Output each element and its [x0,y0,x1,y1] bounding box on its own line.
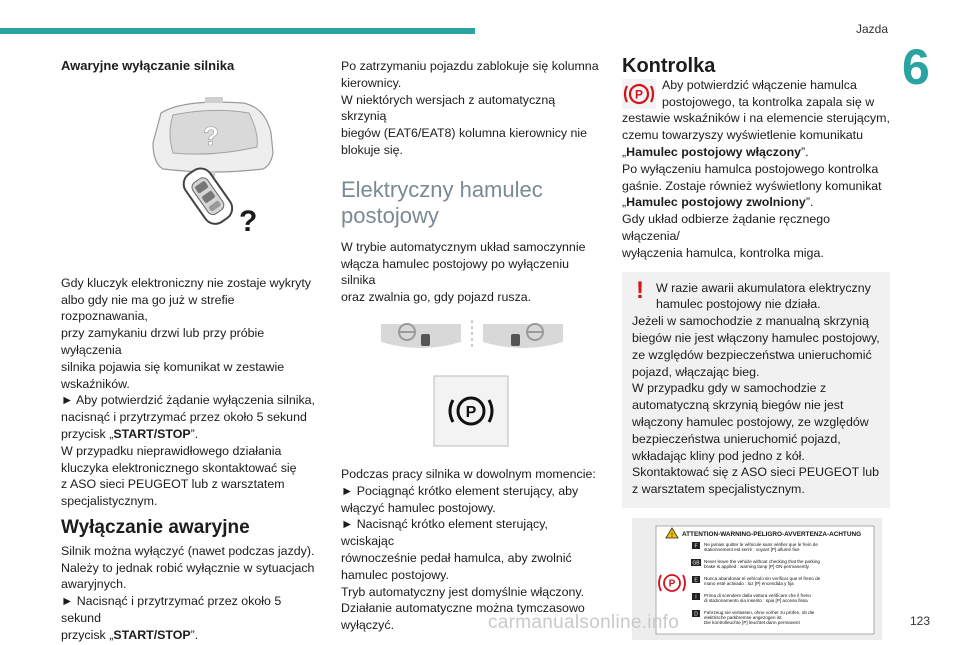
column-left [61,58,323,644]
text-line: biegów (EAT6/EAT8) kolumna kierownicy nie [341,126,588,141]
label-text: Ne jamais quitter le véhicule sans vérifier que le frein de [704,541,818,547]
text-line: hamulec postojowy nie działa. [656,297,821,312]
text-line: W przypadku nieprawidłowego działania [61,443,282,458]
text-line: blokuje się. [341,142,403,157]
message-brake-applied: Hamulec postojowy włączony [626,144,802,159]
text-line: albo gdy nie ma go już w strefie rozpoznawania, [61,292,235,324]
text-line: hamulec postojowy. [341,567,449,582]
text-line: kierownicy. [341,75,402,90]
text-line: Aby potwierdzić włączenie hamulca [662,77,857,92]
text-line: z warsztatem specjalistycznym. [632,482,805,497]
heading-emergency-shutdown: Wyłączanie awaryjne [61,516,250,538]
text-line: silnika pojawia się komunikat w zestawie [61,359,285,374]
message-brake-released: Hamulec postojowy zwolniony [626,195,806,210]
heading-electric-parking-brake [341,177,603,229]
text-line: Po zatrzymaniu pojazdu zablokuje się kolumna [341,59,599,73]
text-line: oraz zwalnia go, gdy pojazd rusza. [341,290,532,305]
text-line: Podczas pracy silnika w dowolnym momencie: [341,466,596,481]
text-line: wskaźników. [61,376,130,391]
chapter-number: 6 [902,39,930,95]
quote-open: „ [622,144,627,159]
text-line: włączony hamulec postojowy, ze względów [632,414,869,429]
text-line: Gdy kluczyk elektroniczny nie zostaje wykryty [61,275,311,290]
text-line: specjalistycznym. [61,494,158,509]
text-line: W trybie automatycznym układ samoczynnie [341,239,586,254]
steering-wheel-pedal-icon [341,314,603,452]
text-line: zestawie wskaźników i na elemencie sterującym, [622,111,890,126]
label-lang-code: D [694,611,698,618]
warning-intro [632,276,880,314]
text-line: ze względów bezpieczeństwa unieruchomić [632,347,872,362]
text-line: automatyczną skrzynią biegów nie jest [632,398,844,413]
text-line: włącza hamulec postojowy po wyłączeniu silnika [341,256,569,288]
label-text: Prima di scendere dalla vettura verificare che il freno [704,592,811,598]
text-line: Po wyłączeniu hamulca postojowego kontrolka [622,161,879,176]
label-lang-code: I [695,594,697,601]
text-line: wyłączyć. [341,618,395,633]
watermark: carmanualsonline.info [488,612,680,633]
label-text: Die kontrolleuchte [P] leuchtet dann permanent [704,619,800,625]
figure-parking-brake [341,314,603,452]
figure-car-key [61,81,323,261]
header-accent-bar [0,28,475,34]
text-line: bezpieczeństwa unieruchomić pojazd, [632,431,841,446]
text-line: włączyć hamulec postojowy. [341,500,496,515]
heading-line: Elektryczny hamulec [341,176,543,202]
text-line: Silnik można wyłączyć (nawet podczas jazdy). [61,543,315,558]
text-line: Skontaktować się z ASO sieci PEUGEOT lub [632,465,879,480]
heading-line: postojowy [341,202,439,228]
text-line: W przypadku gdy w samochodzie z [632,381,827,396]
text-line: W razie awarii akumulatora elektryczny [656,280,871,295]
text-line: awaryjnych. [61,577,127,592]
text-line: wkładając kliny pod jedno z kół. [632,448,805,463]
text-line: pojazd, włączając bieg. [632,364,760,379]
svg-text:!: ! [671,532,673,539]
label-text: stationnement est serré : voyant [P] allumé fixe [704,546,800,552]
heading-kontrolka: Kontrolka [622,55,716,77]
text-line: przy zamykaniu drzwi lub przy próbie wyłączenia [61,326,265,357]
text-line: Gdy układ odbierze żądanie ręcznego włączenia/ [622,212,831,243]
column-right [622,55,890,640]
text-line: Tryb automatyczny jest domyślnie włączony. [341,584,585,599]
text-line: z ASO sieci PEUGEOT lub z warsztatem [61,477,285,492]
text-line: Jeżeli w samochodzie z manualną skrzynią [632,314,869,329]
warning-box [622,272,890,508]
exclamation-icon: ! [636,276,644,304]
parking-brake-warning-icon [622,79,656,114]
instruction-step-prefix: przycisk „ [61,426,114,441]
parking-brake-button-symbol: P [465,403,477,421]
label-text: Never leave the vehicle without checking that the parking [704,558,820,564]
text-line: postojowego, ta kontrolka zapala się w [662,94,875,109]
instruction-step: ► Pociągnąć krótko element sterujący, aby [341,483,579,498]
label-row-f [692,542,818,552]
label-row-gb [691,559,820,569]
instruction-step: nacisnąć i przytrzymać przez około 5 sekund [61,410,307,425]
heading-emergency-stop: Awaryjne wyłączanie silnika [61,58,235,73]
label-title: ATTENTION-WARNING-PELIGRO-AVVERTENZA-ACHTUNG [682,530,862,538]
label-text: Nunca abandonar el vehículo sin verificar que el freno de [704,575,821,581]
text-line: Należy to jednak robić wyłącznie w sytuacjach [61,560,315,575]
svg-text:?: ? [239,204,258,238]
text-line: W niektórych wersjach z automatyczną skrzynią [341,92,556,124]
start-stop-label: START/STOP [113,627,191,642]
section-title: Jazda [855,22,888,36]
text-line: równocześnie pedał hamulca, aby zwolnić [341,550,572,565]
quote-close: ”. [801,144,809,159]
instruction-step: ► Nacisnąć krótko element sterujący, wciskając [341,517,548,549]
car-top-view-icon [61,81,323,261]
instruction-step: ► Aby potwierdzić żądanie wyłączenia silnika, [61,393,316,408]
instruction-step-prefix: przycisk „ [61,627,114,642]
instruction-step: ► Nacisnąć i przytrzymać przez około 5 sekund [61,594,282,625]
page-number: 123 [909,614,930,628]
label-text: brake is applied : warning lamp [P] ON permanently [704,563,809,569]
instruction-step-suffix: ”. [190,627,199,642]
quote-close: ”. [805,195,814,210]
label-lang-code: GB [692,560,700,567]
label-text: mano esté activado : luz [P] encendida y fija [704,580,794,586]
label-row-i [692,593,811,603]
label-text: Fahrzeug nie verlassen, ohne vorher zu prüfen, ob die [704,609,815,615]
text-line: wyłączenia hamulca, kontrolka miga. [622,245,824,260]
svg-text:P: P [668,578,676,590]
text-line: biegów nie jest włączony hamulec postojowy, [632,330,880,345]
label-text: elektrische parkbremse angezogen ist. [704,614,783,620]
svg-text:?: ? [203,120,219,151]
text-line: gaśnie. Zostaje również wyświetlony komunikat [622,178,882,193]
column-middle [341,58,603,634]
text-line: Działanie automatyczne można tymczasowo [341,601,585,616]
quote-open: „ [622,195,627,210]
instruction-step-suffix: ”. [190,426,199,441]
svg-text:P: P [634,87,644,102]
label-text: di stazionamento sia inserito : spia [P] accesa fissa [704,597,808,603]
label-lang-code: F [694,543,698,550]
start-stop-label: START/STOP [113,426,191,441]
text-line: kluczyka elektronicznego skontaktować się [61,460,297,475]
text-line: czemu towarzyszy wyświetlenie komunikatu [622,128,864,143]
kontrolka-intro [622,77,890,111]
label-lang-code: E [694,577,698,584]
